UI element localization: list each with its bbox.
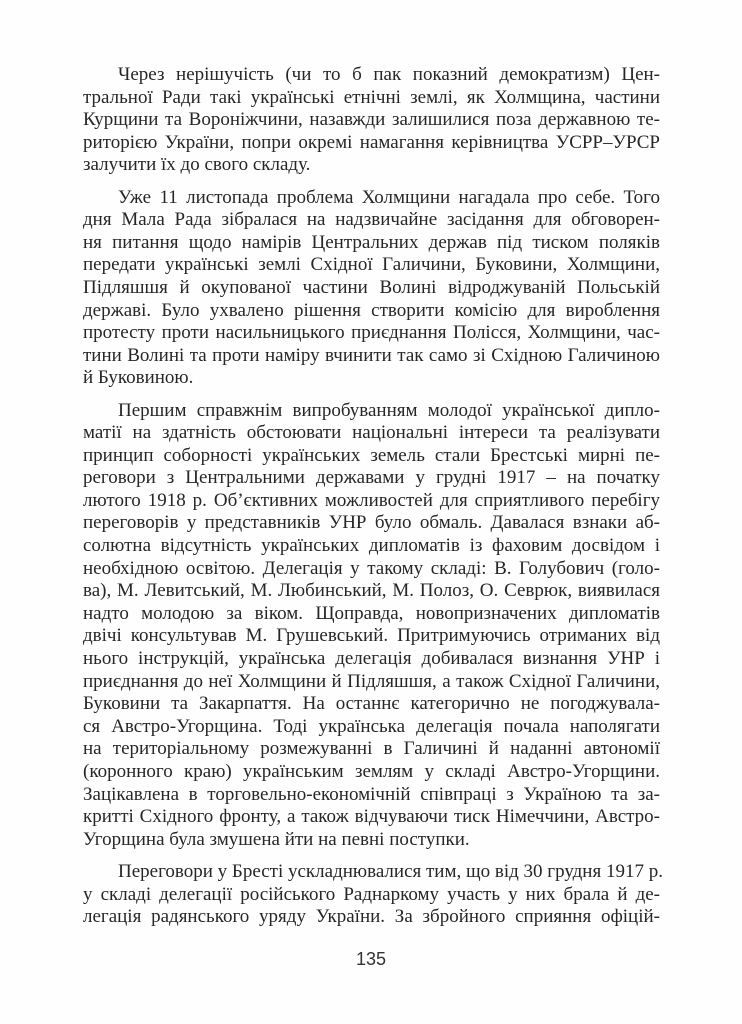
text-line: принцип соборності українських земель стали Брестські мирні пе- xyxy=(83,444,660,466)
text-line: державі. Було ухвалено рішення створити комісію для вироблення xyxy=(83,299,660,321)
text-line: нього інструкцій, українська делегація добивалася визнання УНР і xyxy=(83,648,660,670)
text-line: реговори з Центральними державами у грудні 1917 – на початку xyxy=(83,467,660,489)
text-line: приєднання до неї Холмщини й Підляшшя, а також Східної Галичини, xyxy=(83,670,660,692)
paragraph xyxy=(83,860,663,929)
paragraph xyxy=(83,400,660,852)
body-text xyxy=(83,64,663,938)
text-line: Угорщина була змушена йти на певні поступки. xyxy=(83,828,470,850)
text-line: ся Австро-Угорщина. Тоді українська делегація почала наполягати xyxy=(83,715,660,737)
text-line: Буковини та Закарпаття. На останнє категорично не погоджувала- xyxy=(83,693,660,715)
text-line: риторією України, попри окремі намагання керівництва УСРР–УРСР xyxy=(83,131,660,153)
paragraph xyxy=(83,187,660,390)
text-line: Уже 11 листопада проблема Холмщини нагадала про себе. Того xyxy=(118,186,660,208)
text-line: й Буковиною. xyxy=(83,367,194,389)
text-line: Підляшшя й окупованої частини Волині відроджуваній Польській xyxy=(83,276,660,298)
text-line: Зацікавлена в торговельно-економічній співпраці з Україною та за- xyxy=(83,783,660,805)
text-line: дня Мала Рада зібралася на надзвичайне засідання для обговорен- xyxy=(83,209,660,231)
page-number: 135 xyxy=(355,949,387,969)
text-line: Переговори у Бресті ускладнювалися тим, що від 30 грудня 1917 р. xyxy=(118,860,663,882)
text-line: тини Волині та проти наміру вчинити так само зі Східною Галичиною xyxy=(83,344,660,366)
text-line: Курщини та Вороніжчини, назавжди залишилися поза державною те- xyxy=(83,109,660,131)
paragraph xyxy=(83,64,660,177)
text-line: солютна відсутність українських дипломатів із фаховим досвідом і xyxy=(83,535,660,557)
text-line: Першим справжнім випробуванням молодої української дипло- xyxy=(118,399,660,421)
text-line: переговорів у представників УНР було обмаль. Давалася взнаки аб- xyxy=(83,512,660,534)
text-line: легація радянського уряду України. За збройного сприяння офіцій- xyxy=(83,906,660,928)
text-line: необхідною освітою. Делегація у такому складі: В. Голубович (голо- xyxy=(83,557,660,579)
text-line: надто молодою за віком. Щоправда, новопризначених дипломатів xyxy=(83,602,660,624)
text-line: протесту проти насильницького приєднання Полісся, Холмщини, час- xyxy=(83,322,660,344)
text-line: залучити їх до свого складу. xyxy=(83,154,311,176)
text-line: Через нерішучість (чи то б пак показний демократизм) Цен- xyxy=(118,64,660,85)
text-line: на територіальному розмежуванні в Галичині й наданні автономії xyxy=(83,738,660,760)
text-line: ня питання щодо намірів Центральних держав під тиском поляків xyxy=(83,231,660,253)
text-line: (коронного краю) українським землям у складі Австро-Угорщини. xyxy=(83,761,660,782)
text-line: критті Східного фронту, а також відчуваючи тиск Німеччини, Австро- xyxy=(83,806,660,828)
text-line: у складі делегації російського Раднаркому участь у них брала й де- xyxy=(83,883,660,905)
text-line: матії на здатність обстоювати національні інтереси та реалізувати xyxy=(83,422,660,444)
text-line: лютого 1918 р. Об’єктивних можливостей для сприятливого перебігу xyxy=(83,489,660,511)
text-line: двічі консультував М. Грушевський. Притримуючись отриманих від xyxy=(83,625,660,647)
text-line: передати українські землі Східної Галичини, Буковини, Холмщини, xyxy=(83,254,660,276)
text-line: ва), М. Левитський, М. Любинський, М. Полоз, О. Севрюк, виявилася xyxy=(83,580,660,602)
text-line: тральної Ради такі українські етнічні землі, як Холмщина, частини xyxy=(83,86,660,108)
